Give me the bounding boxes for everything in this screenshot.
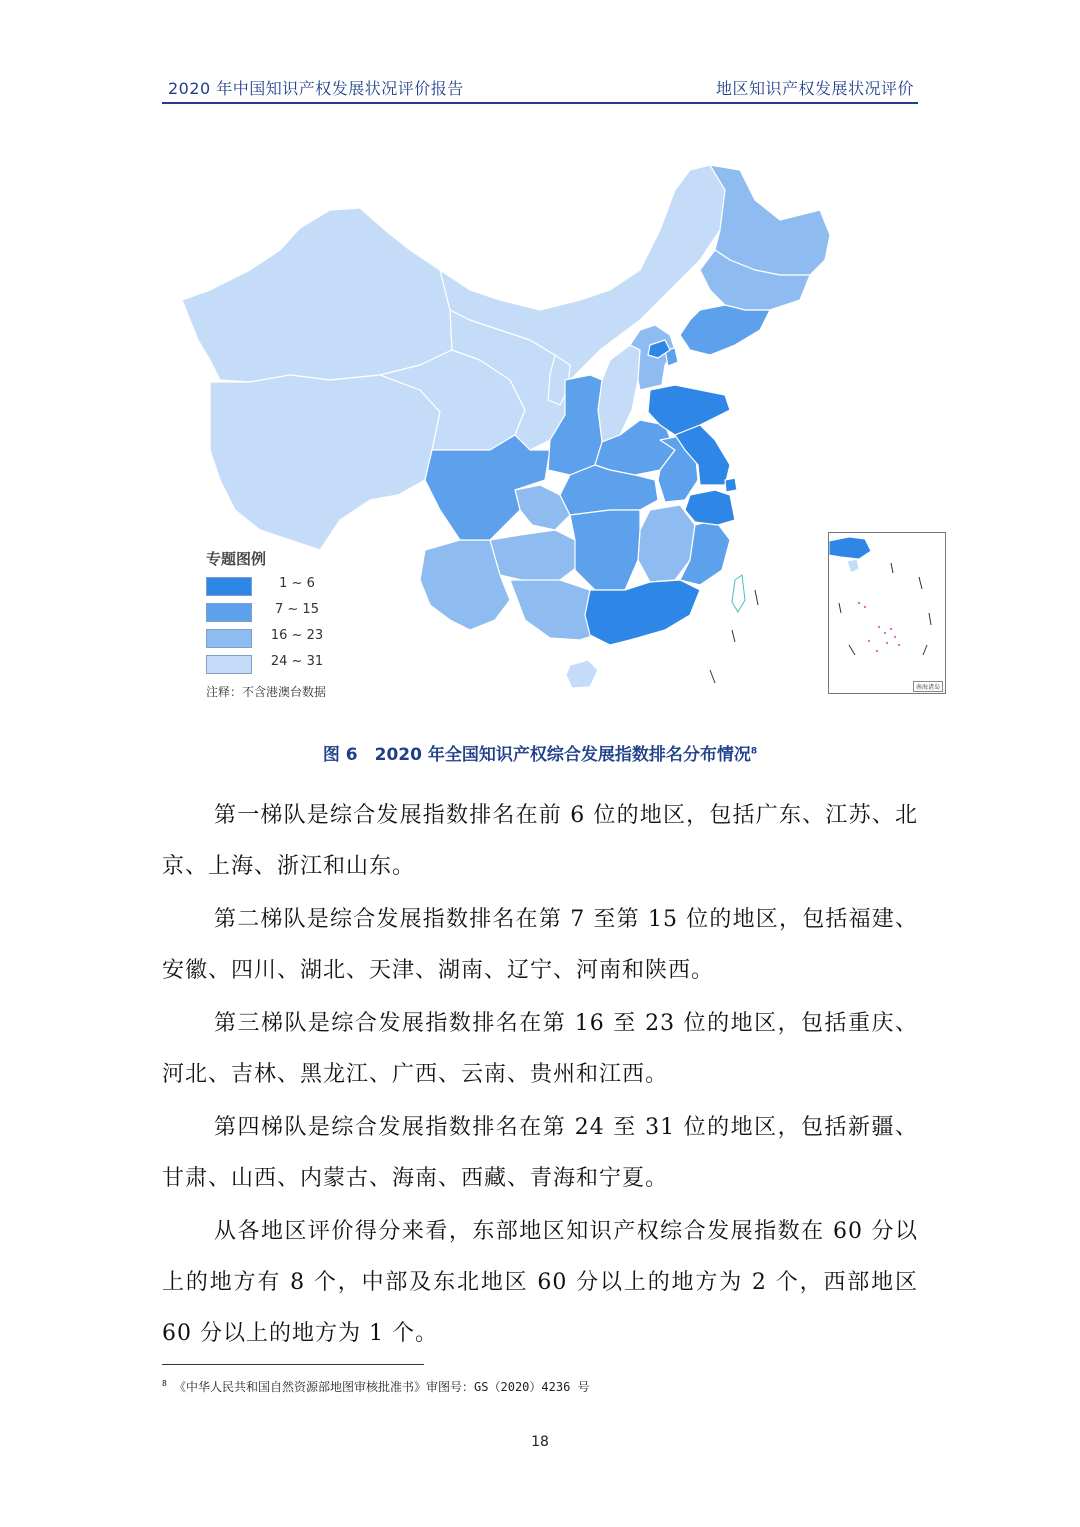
legend-item xyxy=(206,653,406,679)
legend-note: 注释：不含港澳台数据 xyxy=(206,685,327,699)
taiwan-outline xyxy=(732,575,745,612)
body-text xyxy=(162,790,918,1361)
region-tibet xyxy=(210,375,440,550)
footnote-text: 《中华人民共和国自然资源部地图审核批准书》审图号：GS（2020）4236 号 xyxy=(166,1380,590,1394)
footnote xyxy=(162,1378,590,1395)
region-hainan xyxy=(566,660,598,688)
region-guangdong xyxy=(585,580,700,645)
inset-label: 南海诸岛 xyxy=(913,681,943,692)
paragraph-score-summary: 从各地区评价得分来看，东部地区知识产权综合发展指数在 60 分以上的地方有 8 个，中部及东北地区 60 分以上的地方为 2 个，西部地区 60 分以上的地方为 1 个。 xyxy=(162,1219,918,1346)
bohai-sea xyxy=(678,355,718,388)
legend-item xyxy=(206,575,406,601)
legend-label: 1 ~ 6 xyxy=(279,576,315,591)
legend-label: 7 ~ 15 xyxy=(275,602,319,617)
legend-title: 专题图例 xyxy=(206,550,267,568)
region-guizhou xyxy=(490,530,580,582)
legend-swatch xyxy=(206,629,252,648)
inset-svg xyxy=(829,533,945,693)
region-liaoning xyxy=(680,305,770,355)
legend-label: 16 ~ 23 xyxy=(270,628,324,643)
legend-item xyxy=(206,627,406,653)
map-legend xyxy=(206,548,406,700)
page-number: 18 xyxy=(531,1434,549,1450)
region-hunan xyxy=(570,510,640,590)
footnote-divider xyxy=(162,1364,424,1365)
page-header xyxy=(162,74,918,104)
legend-label: 24 ~ 31 xyxy=(270,654,324,669)
figure-caption-footnote-mark: 8 xyxy=(750,746,758,757)
paragraph-tier-4: 第四梯队是综合发展指数排名在第 24 至 31 位的地区，包括新疆、甘肃、山西、内蒙古、海南、西藏、青海和宁夏。 xyxy=(162,1115,918,1191)
region-xinjiang xyxy=(182,208,452,382)
paragraph-tier-2: 第二梯队是综合发展指数排名在第 7 至第 15 位的地区，包括福建、安徽、四川、湖北、天津、湖南、辽宁、河南和陕西。 xyxy=(162,907,918,983)
region-shanghai xyxy=(725,478,737,492)
legend-swatch xyxy=(206,577,252,596)
legend-swatch xyxy=(206,655,252,674)
header-section-title: 地区知识产权发展状况评价 xyxy=(715,79,914,98)
header-report-title: 2020 年中国知识产权发展状况评价报告 xyxy=(168,79,464,98)
footnote-mark: 8 xyxy=(162,1379,167,1388)
paragraph-tier-1: 第一梯队是综合发展指数排名在前 6 位的地区，包括广东、江苏、北京、上海、浙江和山东。 xyxy=(162,803,918,879)
region-zhejiang xyxy=(685,490,735,525)
legend-swatch xyxy=(206,603,252,622)
legend-item xyxy=(206,601,406,627)
figure-caption xyxy=(0,740,1080,765)
south-china-sea-inset xyxy=(828,532,946,694)
paragraph-tier-3: 第三梯队是综合发展指数排名在第 16 至 23 位的地区，包括重庆、河北、吉林、黑龙江、广西、云南、贵州和江西。 xyxy=(162,1011,918,1087)
figure-caption-text: 图 6 2020 年全国知识产权综合发展指数排名分布情况 xyxy=(322,745,751,765)
